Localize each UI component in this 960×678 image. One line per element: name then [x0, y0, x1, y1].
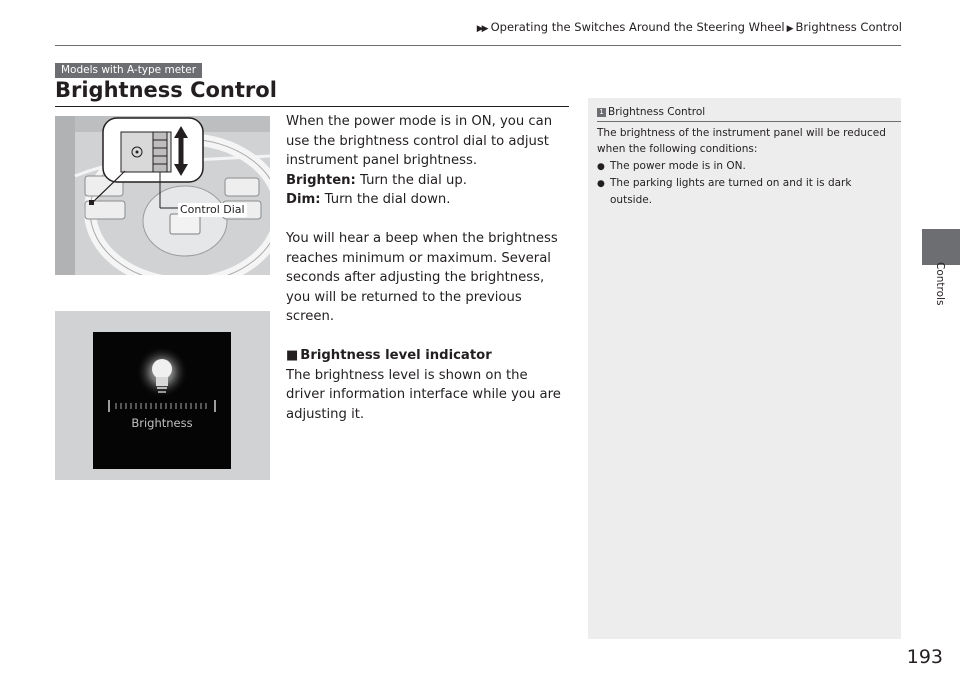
section-heading: ■ Brightness level indicator — [286, 348, 492, 363]
breadcrumb — [477, 20, 902, 34]
page-title: Brightness Control — [55, 78, 277, 102]
brightness-level-bar — [93, 398, 231, 414]
chapter-tab[interactable] — [922, 229, 960, 265]
dim-text: Turn the dial down. — [320, 192, 451, 207]
double-arrow-icon: ▶▶ — [476, 24, 487, 34]
intro-paragraph: When the power mode is in ON, you can use the brightness control dial to adjust instrument panel brightness. — [286, 114, 553, 168]
driver-information-screen — [93, 332, 231, 469]
title-divider — [55, 106, 569, 107]
arrow-icon: ▶ — [786, 24, 794, 34]
brighten-text: Turn the dial up. — [355, 172, 467, 188]
model-badge: Models with A-type meter — [55, 63, 202, 78]
sidebar-body — [597, 125, 887, 208]
header-divider — [55, 45, 901, 46]
breadcrumb-section[interactable]: Operating the Switches Around the Steering Wheel — [490, 20, 785, 34]
sidebar-paragraph: The brightness of the instrument panel will be reduced when the following conditions: — [597, 127, 886, 156]
dashboard-drawing — [55, 116, 270, 275]
bullet-icon: ● — [597, 161, 605, 172]
dim-line — [286, 190, 568, 210]
section-paragraph: The brightness level is shown on the driver information interface while you are adjusting it. — [286, 367, 561, 422]
sidebar-bullet: ● The power mode is in ON. — [597, 158, 887, 175]
beep-paragraph: You will hear a beep when the brightness reaches minimum or maximum. Several seconds after adjusting the brightness, you will be returned to the previous screen. — [286, 231, 558, 324]
chapter-tab-label[interactable]: Controls — [934, 262, 946, 306]
control-dial-callout: Control Dial — [180, 203, 245, 216]
breadcrumb-current[interactable]: Brightness Control — [795, 20, 902, 34]
bullet-icon: ● — [597, 178, 605, 189]
dim-label: Dim: — [286, 192, 321, 207]
brighten-label: Brighten: — [286, 172, 356, 188]
steering-wheel-illustration — [55, 116, 270, 275]
sidebar-note — [588, 98, 901, 639]
brightness-screen-label: Brightness — [131, 416, 193, 430]
sidebar-bullet: ● The parking lights are turned on and it is dark outside. — [597, 176, 852, 207]
sidebar-title[interactable]: 1 Brightness Control — [597, 106, 705, 118]
page-number: 193 — [906, 646, 943, 668]
sidebar-divider — [597, 121, 901, 122]
square-bullet-icon: ■ — [286, 348, 299, 363]
brightness-indicator-illustration — [55, 311, 270, 480]
body-text — [286, 112, 568, 424]
brighten-line — [286, 171, 568, 191]
reference-mark-icon: 1 — [597, 108, 606, 117]
